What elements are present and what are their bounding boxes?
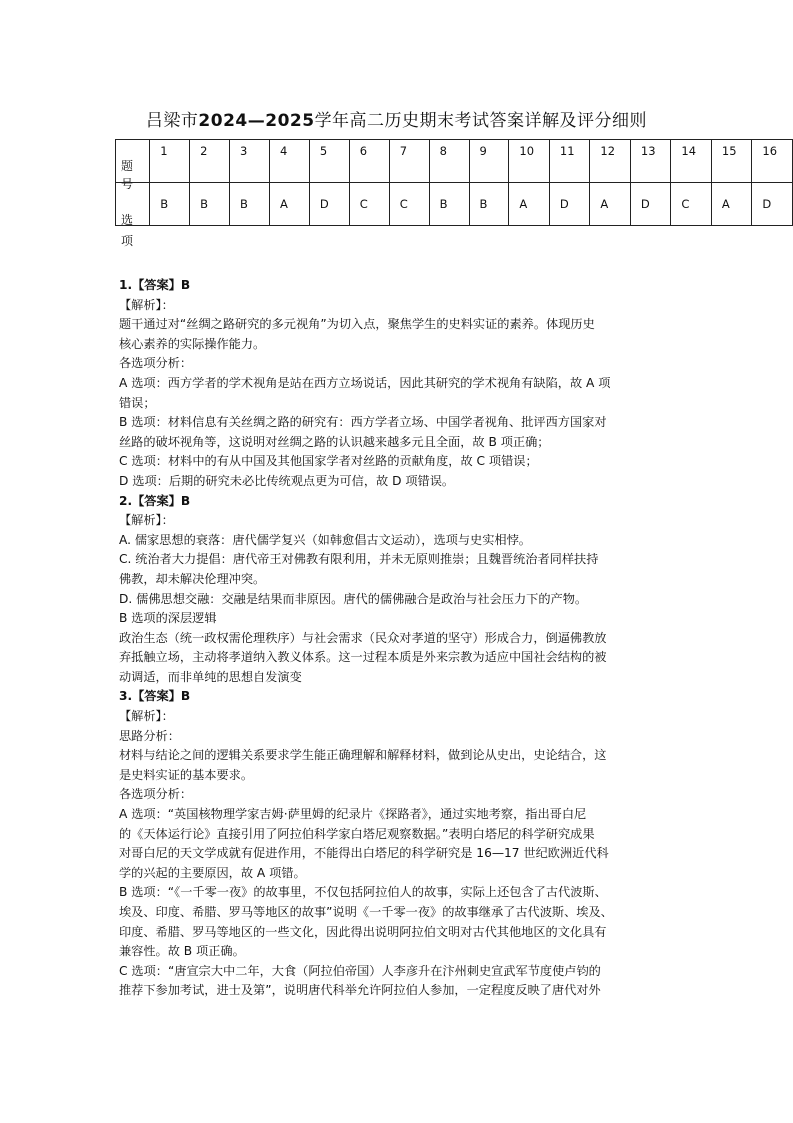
explanation-line: 【解析】： [119, 709, 174, 724]
answer-cell: A [509, 183, 550, 226]
explanation-line: 的《天体运行论》直接引用了阿拉伯科学家白塔尼观察数据。”表明白塔尼的科学研究成果 [119, 826, 595, 841]
question-number-cell: 5 [309, 140, 349, 183]
explanation-line: 印度、希腊、罗马等地区的一些文化，因此得出说明阿拉伯文明对古代其他地区的文化具有 [119, 924, 607, 939]
explanation-line: 材料与结论之间的逻辑关系要求学生能正确理解和解释材料，做到论从史出，史论结合，这 [119, 748, 607, 763]
question-number-cell: 16 [752, 140, 793, 183]
answer-cell: A [711, 183, 752, 226]
answer-header-line2: 项 [121, 234, 134, 248]
explanation-line: D 选项：后期的研究未必比传统观点更为可信，故 D 项错误。 [119, 473, 455, 488]
title-suffix: 学年高二历史期末考试答案详解及评分细则 [314, 111, 648, 131]
explanation-line: A 选项：西方学者的学术视角是站在西方立场说话，因此其研究的学术视角有缺陷，故 A 项 [119, 375, 611, 390]
question-answer-heading: 3.【答案】B [119, 689, 191, 704]
explanation-body [119, 276, 685, 1001]
title-prefix: 吕梁市 [145, 111, 199, 131]
answer-cell: A [590, 183, 631, 226]
question-answer-heading: 1.【答案】B [119, 278, 191, 292]
answer-cell: B [190, 183, 230, 226]
explanation-line: 题干通过对“丝绸之路研究的多元视角”为切入点，聚焦学生的史料实证的素养。体现历史 [119, 317, 595, 332]
explanation-line: 对哥白尼的天文学成就有促进作用，不能得出白塔尼的科学研究是 16—17 世纪欧洲近代科 [119, 846, 609, 861]
explanation-line: 【解析】： [119, 513, 174, 528]
question-number-cell: 4 [269, 140, 309, 183]
question-number-cell: 10 [509, 140, 550, 183]
answer-cell: A [269, 183, 309, 226]
page-title [0, 106, 793, 131]
question-number-cell: 11 [549, 140, 590, 183]
question-number-cell: 9 [469, 140, 509, 183]
explanation-line: 弃抵触立场，主动将孝道纳入教义体系。这一过程本质是外来宗教为适应中国社会结构的被 [119, 650, 607, 665]
question-number-cell: 13 [630, 140, 671, 183]
question-number-cell: 8 [429, 140, 469, 183]
question-number-cell: 14 [671, 140, 712, 183]
explanation-line: B 选项：材料信息有关丝绸之路的研究有：西方学者立场、中国学者视角、批评西方国家对 [119, 415, 607, 430]
explanation-line: 动调适，而非单纯的思想自发演变 [119, 669, 302, 684]
question-answer-heading: 2.【答案】B [119, 493, 191, 508]
question-number-cell: 6 [349, 140, 389, 183]
explanation-line: C 选项：材料中的有从中国及其他国家学者对丝路的贡献角度，故 C 项错误； [119, 454, 538, 469]
explanation-line: 学的兴起的主要原因，故 A 项错。 [119, 865, 306, 880]
answer-cell: D [549, 183, 590, 226]
explanation-line: B 选项的深层逻辑 [119, 611, 217, 626]
explanation-line: 各选项分析： [119, 356, 193, 371]
explanation-line: D. 儒佛思想交融：交融是结果而非原因。唐代的儒佛融合是政治与社会压力下的产物。 [119, 591, 588, 606]
explanation-line: 错误； [119, 395, 156, 410]
explanation-line: C 选项：“唐宣宗大中二年，大食（阿拉伯帝国）人李彦升在汴州刺史宣武军节度使卢钧的 [119, 963, 601, 978]
explanation-line: C. 统治者大力提倡：唐代帝王对佛教有限利用，并未无原则推崇；且魏晋统治者同样扶持 [119, 552, 599, 567]
question-number-cell: 7 [389, 140, 429, 183]
question-number-row [116, 140, 793, 183]
answer-cell: C [349, 183, 389, 226]
answer-header-line1: 选 [121, 213, 134, 227]
explanation-line: B 选项：“《一千零一夜》的故事里，不仅包括阿拉伯人的故事，实际上还包含了古代波斯、 [119, 885, 607, 900]
explanation-line: 核心素养的实际操作能力。 [119, 336, 266, 351]
explanation-line: 各选项分析： [119, 787, 193, 802]
question-number-cell: 15 [711, 140, 752, 183]
explanation-line: 政治生态（统一政权需伦理秩序）与社会需求（民众对孝道的坚守）形成合力，倒逼佛教放 [119, 630, 607, 645]
answer-row [116, 183, 793, 226]
answer-cell: D [630, 183, 671, 226]
answer-cell: C [389, 183, 429, 226]
answer-table [115, 139, 793, 226]
question-number-cell: 12 [590, 140, 631, 183]
explanation-line: 埃及、印度、希腊、罗马等地区的故事”说明《一千零一夜》的故事继承了古代波斯、埃及、 [119, 905, 613, 919]
answer-cell: B [469, 183, 509, 226]
title-years: 2024—2025 [198, 111, 315, 131]
explanation-line: 丝路的破坏视角等，这说明对丝绸之路的认识越来越多元且全面，故 B 项正确； [119, 434, 550, 449]
answer-cell: B [150, 183, 190, 226]
answer-cell: C [671, 183, 712, 226]
explanation-line: 【解析】： [119, 297, 174, 312]
answer-cell: D [752, 183, 793, 226]
explanation-line: A. 儒家思想的衰落：唐代儒学复兴（如韩愈倡古文运动），选项与史实相悖。 [119, 532, 531, 547]
question-number-header-line2: 号 [121, 177, 134, 191]
explanation-line: 是史料实证的基本要求。 [119, 767, 254, 782]
answer-cell: D [309, 183, 349, 226]
answer-cell: B [230, 183, 270, 226]
answer-cell: B [429, 183, 469, 226]
question-number-cell: 3 [230, 140, 270, 183]
explanation-line: 思路分析： [119, 728, 180, 743]
explanation-line: 佛教，却未解决伦理冲突。 [119, 571, 266, 586]
explanation-line: 推荐下参加考试，进士及第”，说明唐代科举允许阿拉伯人参加，一定程度反映了唐代对外 [119, 983, 601, 998]
explanation-line: 兼容性。故 B 项正确。 [119, 944, 245, 959]
question-number-header-line1: 题 [121, 159, 134, 173]
question-number-cell: 1 [150, 140, 190, 183]
question-number-cell: 2 [190, 140, 230, 183]
explanation-line: A 选项：“英国核物理学家吉姆·萨里姆的纪录片《探路者》，通过实地考察，指出哥白尼 [119, 807, 587, 822]
